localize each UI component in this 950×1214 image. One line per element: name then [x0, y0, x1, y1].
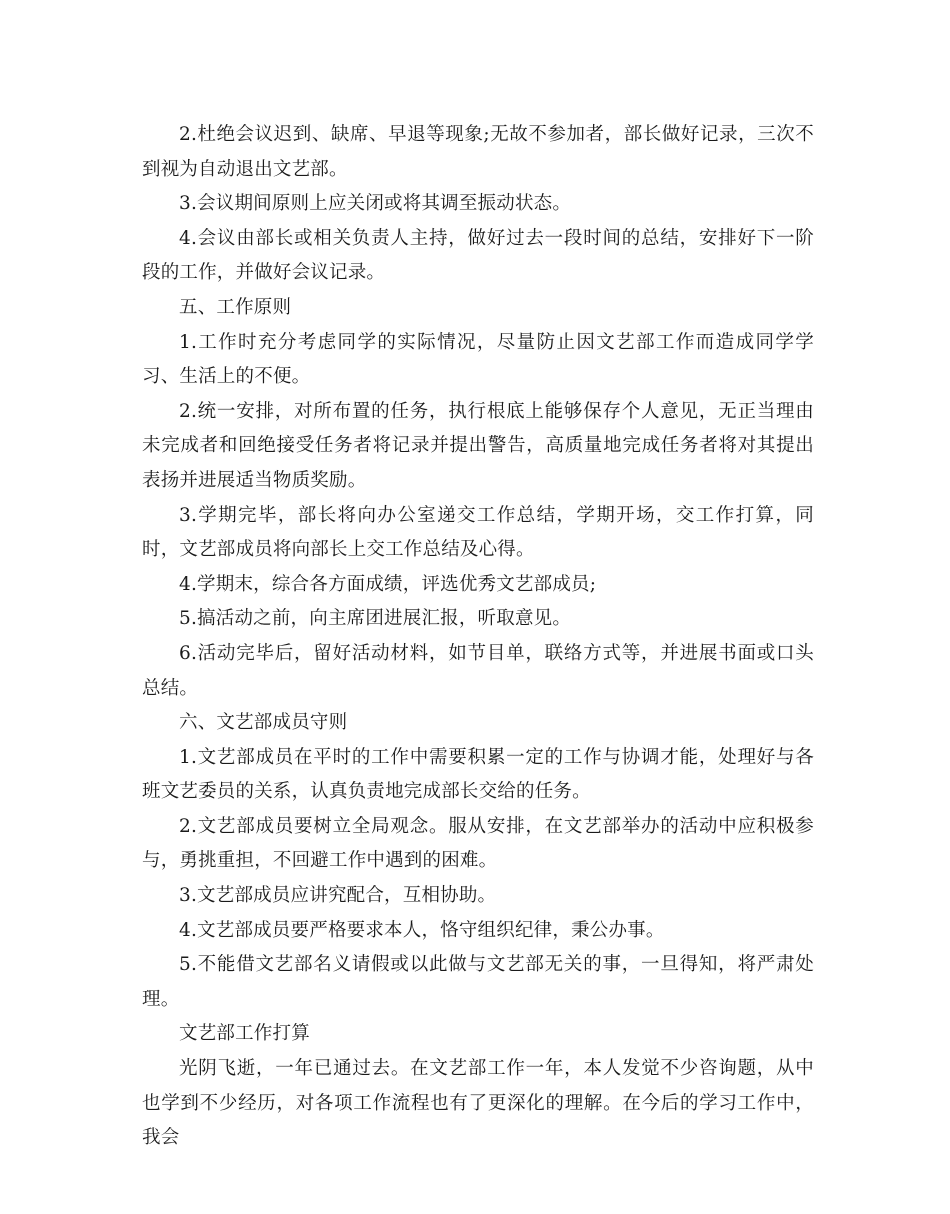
document-body: [142, 118, 814, 1156]
paragraph-member-rule-2: 2.文艺部成员要树立全局观念。服从安排，在文艺部举办的活动中应积极参与，勇挑重担，不回避工作中遇到的困难。: [142, 815, 814, 872]
paragraph-member-rule-4: 4.文艺部成员要严格要求本人，恪守组织纪律，秉公办事。: [179, 919, 665, 941]
paragraph-work-plan-intro: 光阴飞逝，一年已通过去。在文艺部工作一年，本人发觉不少咨询题，从中也学到不少经历，对各项工作流程也有了更深化的理解。在今后的学习工作中，我会: [142, 1058, 814, 1149]
section-heading-member-rules: 六、文艺部成员守则: [179, 712, 348, 734]
paragraph-principle-2: 2.统一安排，对所布置的任务，执行根底上能够保存个人意见，无正当理由未完成者和回绝接受任务者将记录并提出警告，高质量地完成任务者将对其提出表扬并进展适当物质奖励。: [142, 400, 814, 491]
section-heading-work-plan: 文艺部工作打算: [179, 1023, 310, 1045]
paragraph-member-rule-5: 5.不能借文艺部名义请假或以此做与文艺部无关的事，一旦得知，将严肃处理。: [142, 954, 814, 1010]
paragraph-principle-4: 4.学期末，综合各方面成绩，评选优秀文艺部成员;: [179, 573, 597, 595]
paragraph-principle-1: 1.工作时充分考虑同学的实际情况，尽量防止因文艺部工作而造成同学学习、生活上的不便。: [142, 331, 814, 388]
paragraph-member-rule-3: 3.文艺部成员应讲究配合，互相协助。: [179, 885, 497, 907]
section-heading-work-principles: 五、工作原则: [179, 296, 292, 318]
paragraph-principle-6: 6.活动完毕后，留好活动材料，如节目单，联络方式等，并进展书面或口头总结。: [142, 642, 814, 699]
paragraph-principle-5: 5.搞活动之前，向主席团进展汇报，听取意见。: [179, 608, 572, 630]
paragraph-meeting-rule-4: 4.会议由部长或相关负责人主持，做好过去一段时间的总结，安排好下一阶段的工作，并做好会议记录。: [142, 227, 814, 284]
paragraph-principle-3: 3.学期完毕，部长将向办公室递交工作总结，学期开场，交工作打算，同时，文艺部成员将向部长上交工作总结及心得。: [142, 504, 814, 561]
paragraph-member-rule-1: 1.文艺部成员在平时的工作中需要积累一定的工作与协调才能，处理好与各班文艺委员的关系，认真负责地完成部长交给的任务。: [142, 746, 814, 803]
paragraph-meeting-rule-2: 2.杜绝会议迟到、缺席、早退等现象;无故不参加者，部长做好记录，三次不到视为自动退出文艺部。: [142, 124, 814, 180]
paragraph-meeting-rule-3: 3.会议期间原则上应关闭或将其调至振动状态。: [179, 193, 572, 215]
